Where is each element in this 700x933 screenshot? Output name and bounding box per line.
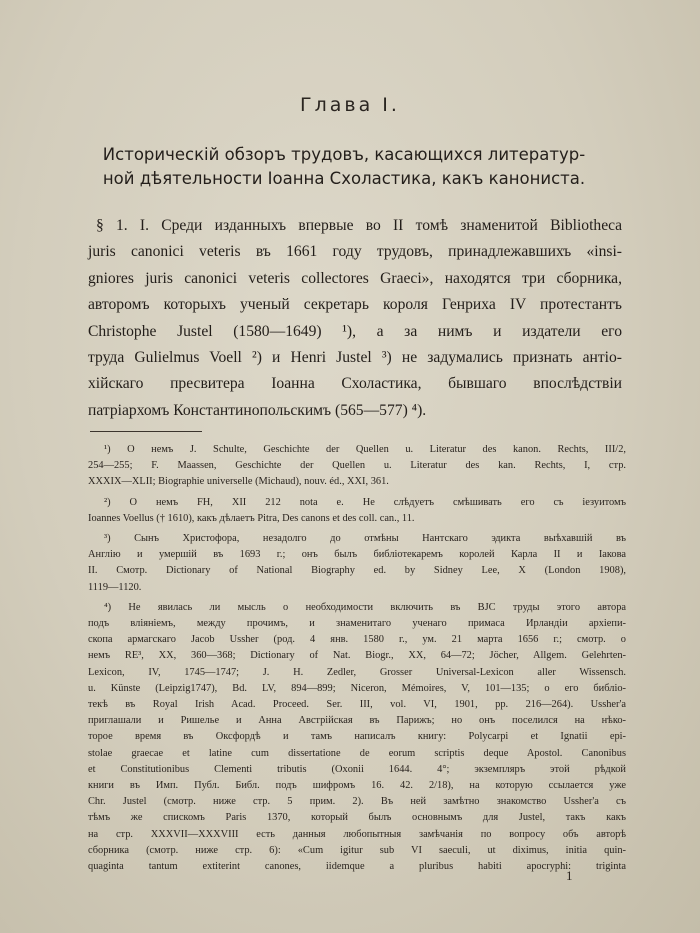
footnote-line: текѣ въ Royal Irish Acad. Proceed. Ser. III, vol. VI, 1901, pp. 216—264). Ussher'а [88,699,626,711]
paragraph-line: хійскаго пресвитера Іоанна Схоластика, бывшаго впослѣдствіи [88,375,622,393]
footnote-line: II. Смотр. Dictionary of National Biography ed. by Sidney Lee, X (London 1908), [88,565,626,577]
footnote-line: на стр. XXXVII—XXXVIII есть данныя любопытныя замѣчанія по вопросу объ авторѣ [88,828,626,840]
footnote-line: сборника (смотр. ниже стр. 6): «Cum igitur sub VI saeculi, ut diximus, initia quin- [88,844,626,856]
footnote-line: ¹) О немъ J. Schulte, Geschichte der Quellen u. Literatur des kanon. Rechts, III/2, [104,444,626,455]
page-number: 1 [566,868,573,883]
paragraph-line: § 1. I. Среди изданныхъ впервые во II томѣ знаменитой Bibliotheca [96,217,622,234]
footnote-2 [88,495,626,527]
paragraph-line: авторомъ которыхъ ученый секретарь короля Генриха IV протестантъ [88,296,622,314]
footnote-line: et Constitutionibus Clementi tributis (Oxonii 1644. 4°; экземпляръ этой рѣдкой [88,763,626,775]
paragraph-line: Christophe Justel (1580—1649) ¹), а за нимъ и издатели его [88,322,622,340]
footnote-line: подъ вліяніемъ, между прочимъ, и знаменитаго ученаго примаса Ирландіи архіепи- [88,618,626,630]
footnote-line: stolae graecae et latine cum dissertatione de eorum scriptis deque Apostol. Canonibus [88,747,626,759]
footnote-line: Англію и умершій въ 1693 г.; онъ былъ библіотекаремъ королей Карла II и Іакова [88,549,626,561]
footnote-line: ⁴) Не явилась ли мысль о необходимости включить въ BJC труды этого автора [104,601,626,613]
footnote-line: ³) Сынъ Христофора, незадолго до отмѣны Нантскаго эдикта выѣхавшій въ [104,533,626,545]
footnote-line: приглашали и Ришелье и Анна Австрійская въ Парижъ; но онъ поселился на нѣко- [88,715,626,727]
footnote-line: Ioannes Voellus († 1610), какъ дѣлаетъ Pitra, Des canons et des coll. can., 11. [88,512,415,524]
footnotes [88,442,626,879]
chapter-title-line: ной дѣятельности Іоанна Схоластика, какъ канониста. [102,169,586,188]
footnote-line: 254—255; F. Maassen, Geschichte der Quellen u. Literatur des kan. Rechts, I, стр. [88,460,626,472]
footnote-line: немъ RE³, XX, 360—368; Dictionary of Nat. Biogr., XX, 64—72; Jöcher, Allgem. Gelehrten- [88,650,626,662]
main-paragraph [88,213,622,424]
footnote-4 [88,600,626,875]
chapter-title-line: Историческій обзоръ трудовъ, касающихся литератур- [102,145,586,164]
footnote-line: u. Künste (Leipzig1747), Bd. LV, 894—899; Niceron, Mémoires, V, 101—135; о его библіо- [88,682,626,694]
paragraph-line: gniores juris canonici veteris collectores Graeci», находятся три сборника, [88,269,622,287]
footnote-line: скопа армагскаго Jacob Ussher (род. 4 янв. 1580 г., ум. 21 марта 1656 г.; смотр. о [88,634,626,646]
footnote-line: XXXIX—XLII; Biographie universelle (Michaud), nouv. éd., XXI, 361. [88,476,389,488]
paragraph-line: труда Gulielmus Voell ²) и Henri Justel ³) не задумались признать антіо- [88,349,622,367]
chapter-heading: Глава I. [300,94,400,116]
footnote-line: тѣмъ же спискомъ Paris 1370, который былъ основнымъ для Justel, такъ какъ [88,812,626,824]
paragraph-line: juris canonici veteris въ 1661 году трудовъ, принадлежавшихъ «insi- [88,243,622,261]
footnote-divider [90,431,202,432]
footnote-line: 1119—1120. [88,581,142,593]
footnote-line: quaginta tantum extiterint canones, iidemque a pluribus habiti apocryphi: triginta [88,861,626,873]
footnote-3 [88,531,626,596]
footnote-line: ²) О немъ FH, XII 212 nota e. Не слѣдуетъ смѣшивать его съ іезуитомъ [104,496,626,508]
footnote-line: Lexicon, IV, 1745—1747; J. H. Zedler, Grosser Universal-Lexicon aller Wissensch. [88,666,626,678]
footnote-1 [88,442,626,491]
footnote-line: книги въ Имп. Публ. Библ. подъ шифромъ 16. 42. 2/18), на которую ссылается уже [88,780,626,792]
paragraph-line: патріархомъ Константинопольскимъ (565—577) ⁴). [88,401,427,419]
footnote-line: Chr. Justel (смотр. ниже стр. 5 прим. 2). Въ ней замѣтно знакомство Ussher'а съ [88,796,626,808]
footnote-line: торое время въ Оксфордѣ и тамъ написалъ книгу: Polycarpi et Ignatii epi- [88,731,626,743]
chapter-title [64,143,624,191]
